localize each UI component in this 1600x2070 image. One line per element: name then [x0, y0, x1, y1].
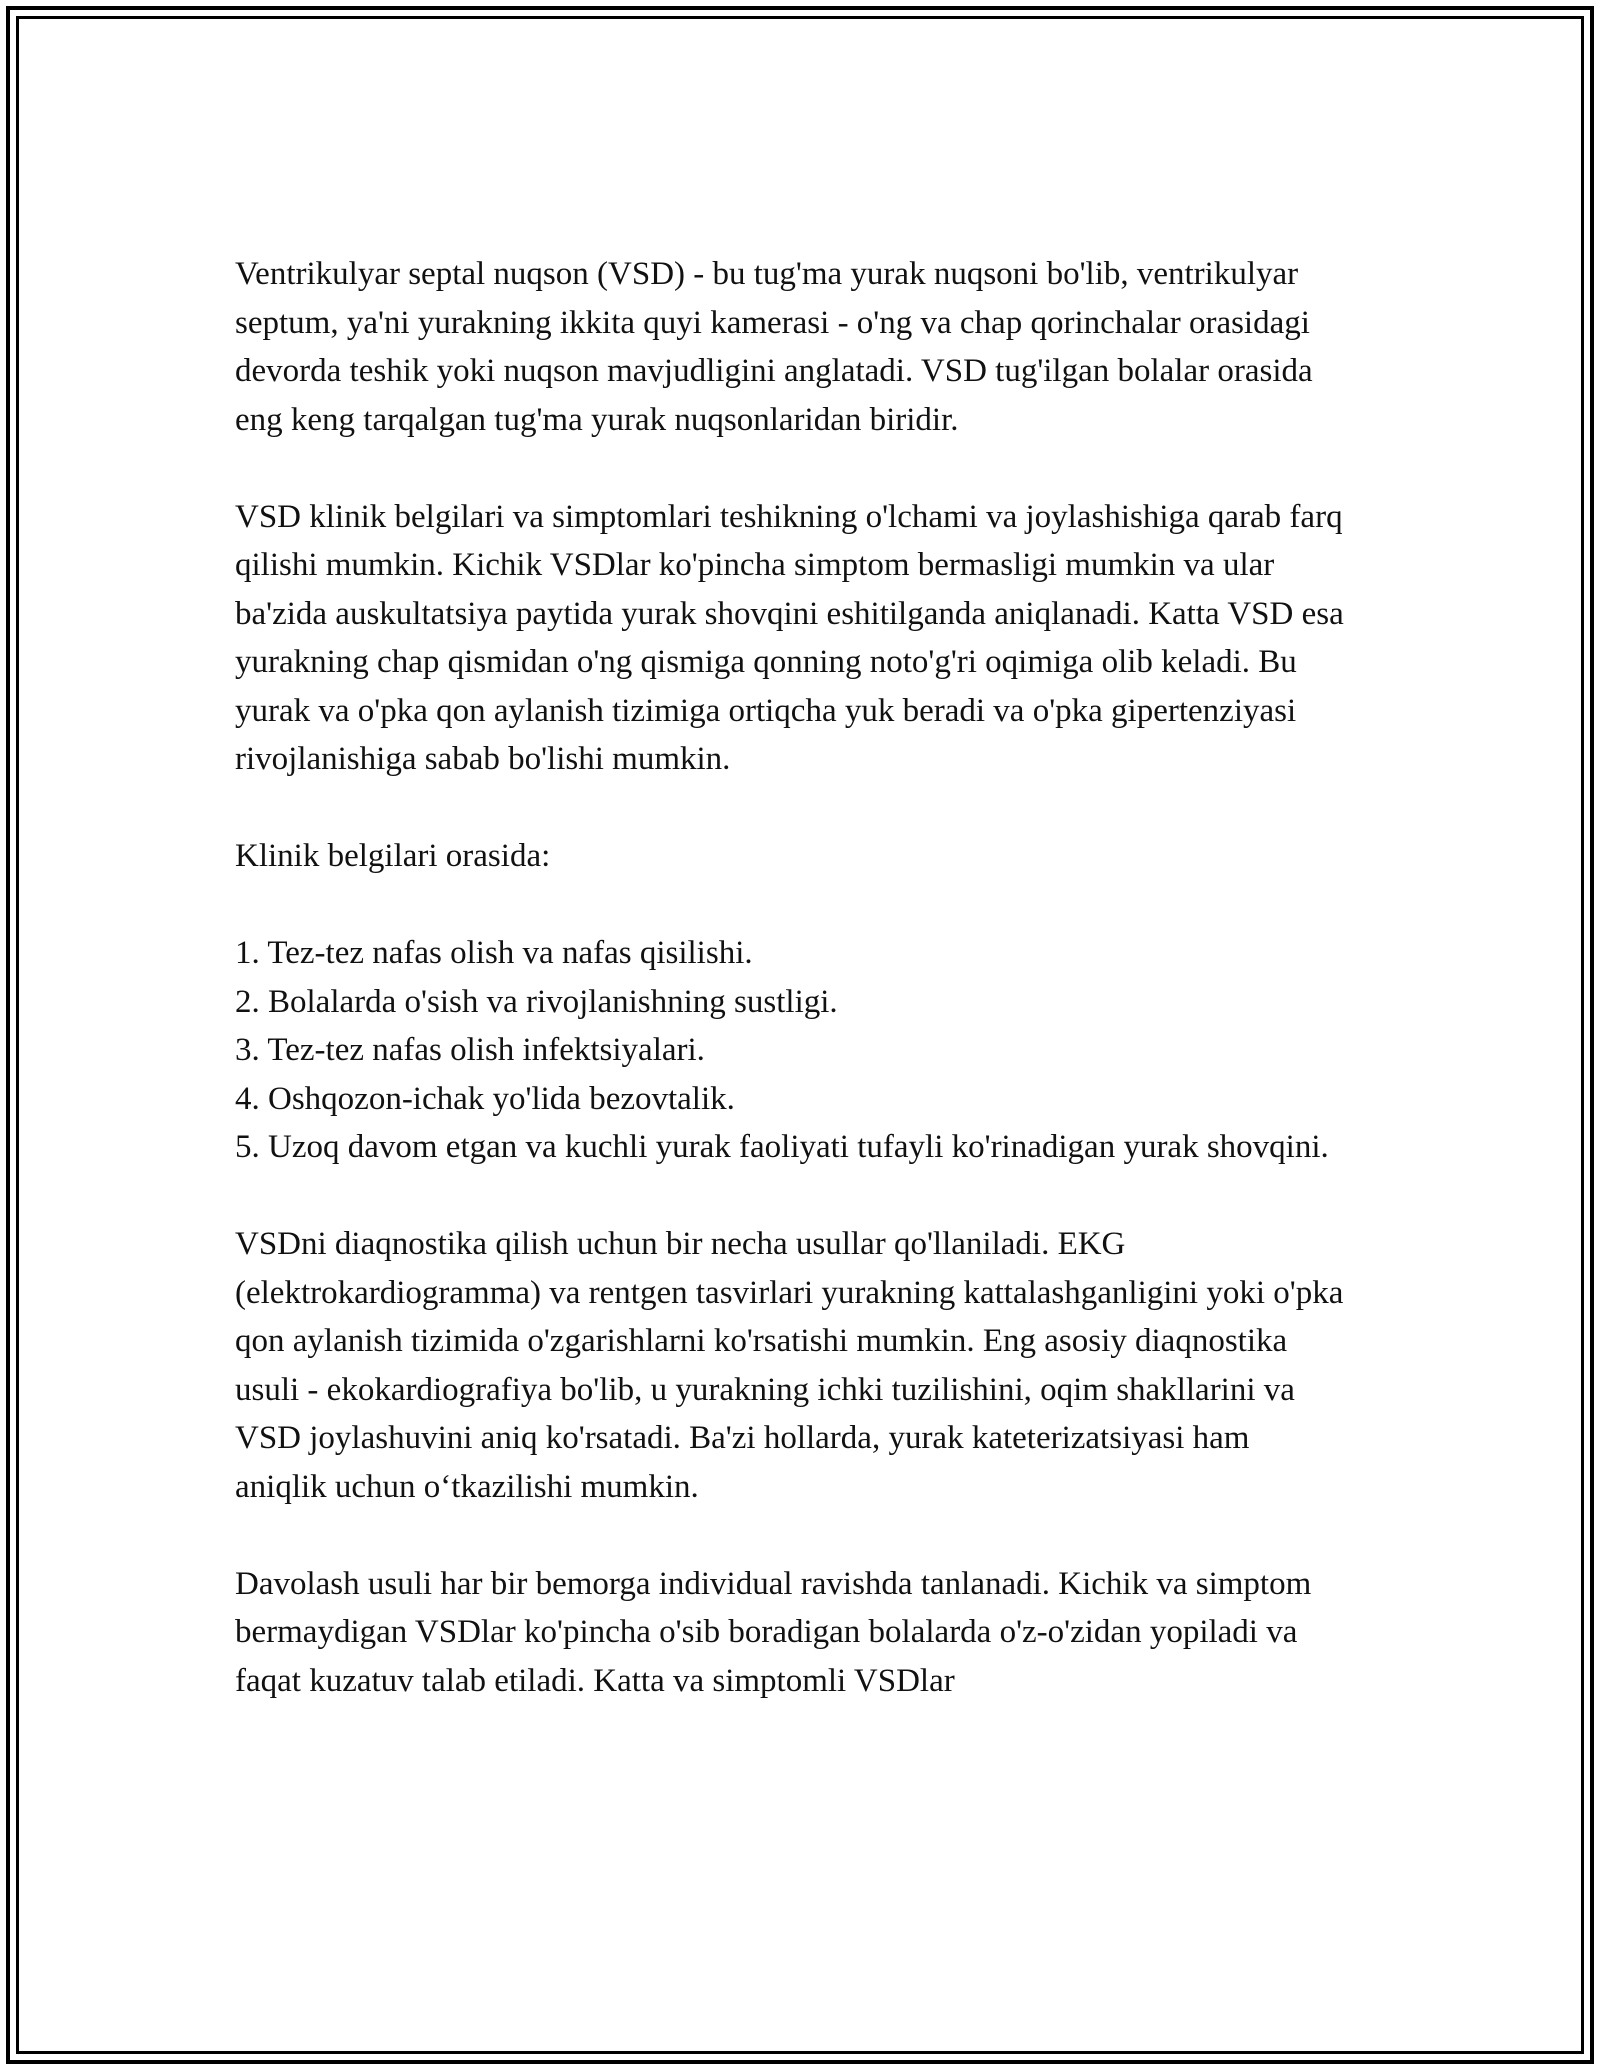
list-item: 2. Bolalarda o'sish va rivojlanishning sustligi.	[235, 983, 838, 1020]
list-item: 3. Tez-tez nafas olish infektsiyalari.	[235, 1032, 705, 1068]
list-item: 4. Oshqozon-ichak yo'lida bezovtalik.	[235, 1080, 735, 1117]
paragraph-list-intro: Klinik belgilari orasida:	[235, 838, 551, 874]
paragraph-treatment: Davolash usuli har bir bemorga individual ravishda tanlanadi. Kichik va simptom bermaydigan VSDlar ko'pincha o'sib boradigan bolalarda o'z-o'zidan yopiladi va faqat kuzatuv talab etiladi. Katta va simptomli VSDlar	[235, 1565, 1312, 1699]
symptom-list	[235, 929, 1345, 1172]
list-item: 1. Tez-tez nafas olish va nafas qisilishi.	[235, 935, 753, 971]
list-item: 5. Uzoq davom etgan va kuchli yurak faoliyati tufayli ko'rinadigan yurak shovqini.	[235, 1129, 1329, 1165]
paragraph-diagnostics: VSDni diaqnostika qilish uchun bir necha usullar qo'llaniladi. EKG (elektrokardiogramma) va rentgen tasvirlari yurakning kattalashganligini yoki o'pka qon aylanish tizimida o'zgarishlarni ko'rsatishi mumkin. Eng asosiy diaqnostika usuli - ekokardiografiya bo'lib, u yurakning ichki tuzilishini, oqim shakllarini va VSD joylashuvini aniq ko'rsatadi. Ba'zi hollarda, yurak kateterizatsiyasi ham aniqlik uchun o‘tkazilishi mumkin.	[235, 1226, 1344, 1505]
paragraph-vsd-definition: Ventrikulyar septal nuqson (VSD) - bu tug'ma yurak nuqsoni bo'lib, ventrikulyar septum, ya'ni yurakning ikkita quyi kamerasi - o'ng va chap qorinchalar orasidagi devorda teshik yoki nuqson mavjudligini anglatadi. VSD tug'ilgan bolalar orasida eng keng tarqalgan tug'ma yurak nuqsonlaridan biridir.	[235, 256, 1313, 438]
paragraph-clinical-signs: VSD klinik belgilari va simptomlari teshikning o'lchami va joylashishiga qarab farq qilishi mumkin. Kichik VSDlar ko'pincha simptom bermasligi mumkin va ular ba'zida auskultatsiya paytida yurak shovqini eshitilganda aniqlanadi. Katta VSD esa yurakning chap qismidan o'ng qismiga qonning noto'g'ri oqimiga olib keladi. Bu yurak va o'pka qon aylanish tizimiga ortiqcha yuk beradi va o'pka gipertenziyasi rivojlanishiga sabab bo'lishi mumkin.	[235, 498, 1344, 777]
document-body	[235, 250, 1345, 1754]
